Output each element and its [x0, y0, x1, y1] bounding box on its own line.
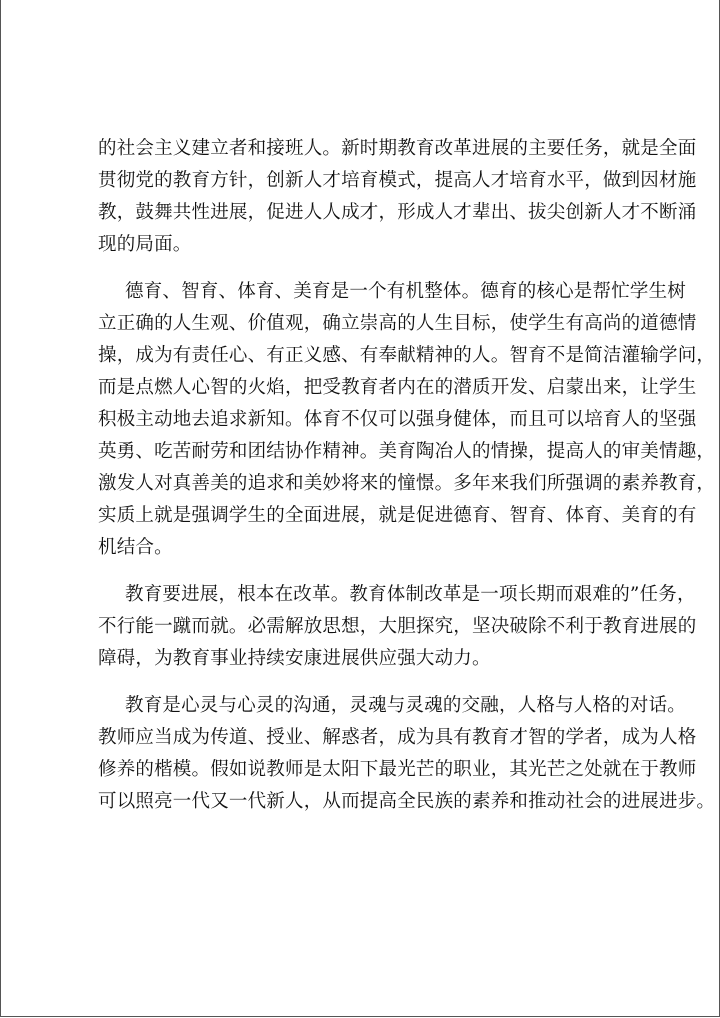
paragraph-line: 不行能一蹴而就。必需解放思想，大胆探究，坚决破除不利于教育进展的: [98, 616, 697, 637]
paragraph-line: 实质上就是强调学生的全面进展，就是促进德育、智育、体育、美育的有: [98, 505, 697, 526]
paragraph-line: 机结合。: [98, 537, 173, 558]
paragraph-3: [98, 579, 697, 675]
paragraph-line: 英勇、吃苦耐劳和团结协作精神。美育陶冶人的情操，提高人的审美情趣，: [98, 441, 716, 462]
document-body: [98, 133, 716, 818]
paragraph-line: 可以照亮一代又一代新人，从而提高全民族的素养和推动社会的进展进步。: [98, 791, 716, 812]
paragraph-line: 而是点燃人心智的火焰，把受教育者内在的潜质开发、启蒙出来，让学生: [98, 377, 697, 398]
paragraph-line: 积极主动地去追求新知。体育不仅可以强身健体，而且可以培育人的坚强: [98, 409, 697, 430]
paragraph-line: 立正确的人生观、价值观，确立崇高的人生目标，使学生有高尚的道德情: [98, 313, 697, 334]
paragraph-line: 激发人对真善美的追求和美妙将来的憧憬。多年来我们所强调的素养教育，: [98, 473, 716, 494]
paragraph-line: 修养的楷模。假如说教师是太阳下最光芒的职业，其光芒之处就在于教师: [98, 759, 697, 780]
paragraph-line: 教，鼓舞共性进展，促进人人成才，形成人才辈出、拔尖创新人才不断涌: [98, 202, 697, 223]
paragraph-line: 德育、智育、体育、美育是一个有机整体。德育的核心是帮忙学生树: [125, 281, 687, 302]
paragraph-line: 现的局面。: [98, 234, 192, 255]
paragraph-2: [98, 276, 716, 564]
paragraph-line: 教师应当成为传道、授业、解惑者，成为具有教育才智的学者，成为人格: [98, 727, 697, 748]
paragraph-line: 教育要进展，根本在改革。教育体制改革是一项长期而艰难的”任务，: [125, 584, 696, 605]
paragraph-1: [98, 133, 697, 261]
paragraph-line: 的社会主义建立者和接班人。新时期教育改革进展的主要任务，就是全面: [98, 138, 697, 159]
paragraph-line: 教育是心灵与心灵的沟通，灵魂与灵魂的交融，人格与人格的对话。: [125, 695, 687, 716]
paragraph-line: 障碍，为教育事业持续安康进展供应强大动力。: [98, 648, 491, 669]
paragraph-line: 贯彻党的教育方针，创新人才培育模式，提高人才培育水平，做到因材施: [98, 170, 697, 191]
paragraph-line: 操，成为有责任心、有正义感、有奉献精神的人。智育不是简洁灌输学问，: [98, 345, 716, 366]
paragraph-4: [98, 690, 716, 818]
